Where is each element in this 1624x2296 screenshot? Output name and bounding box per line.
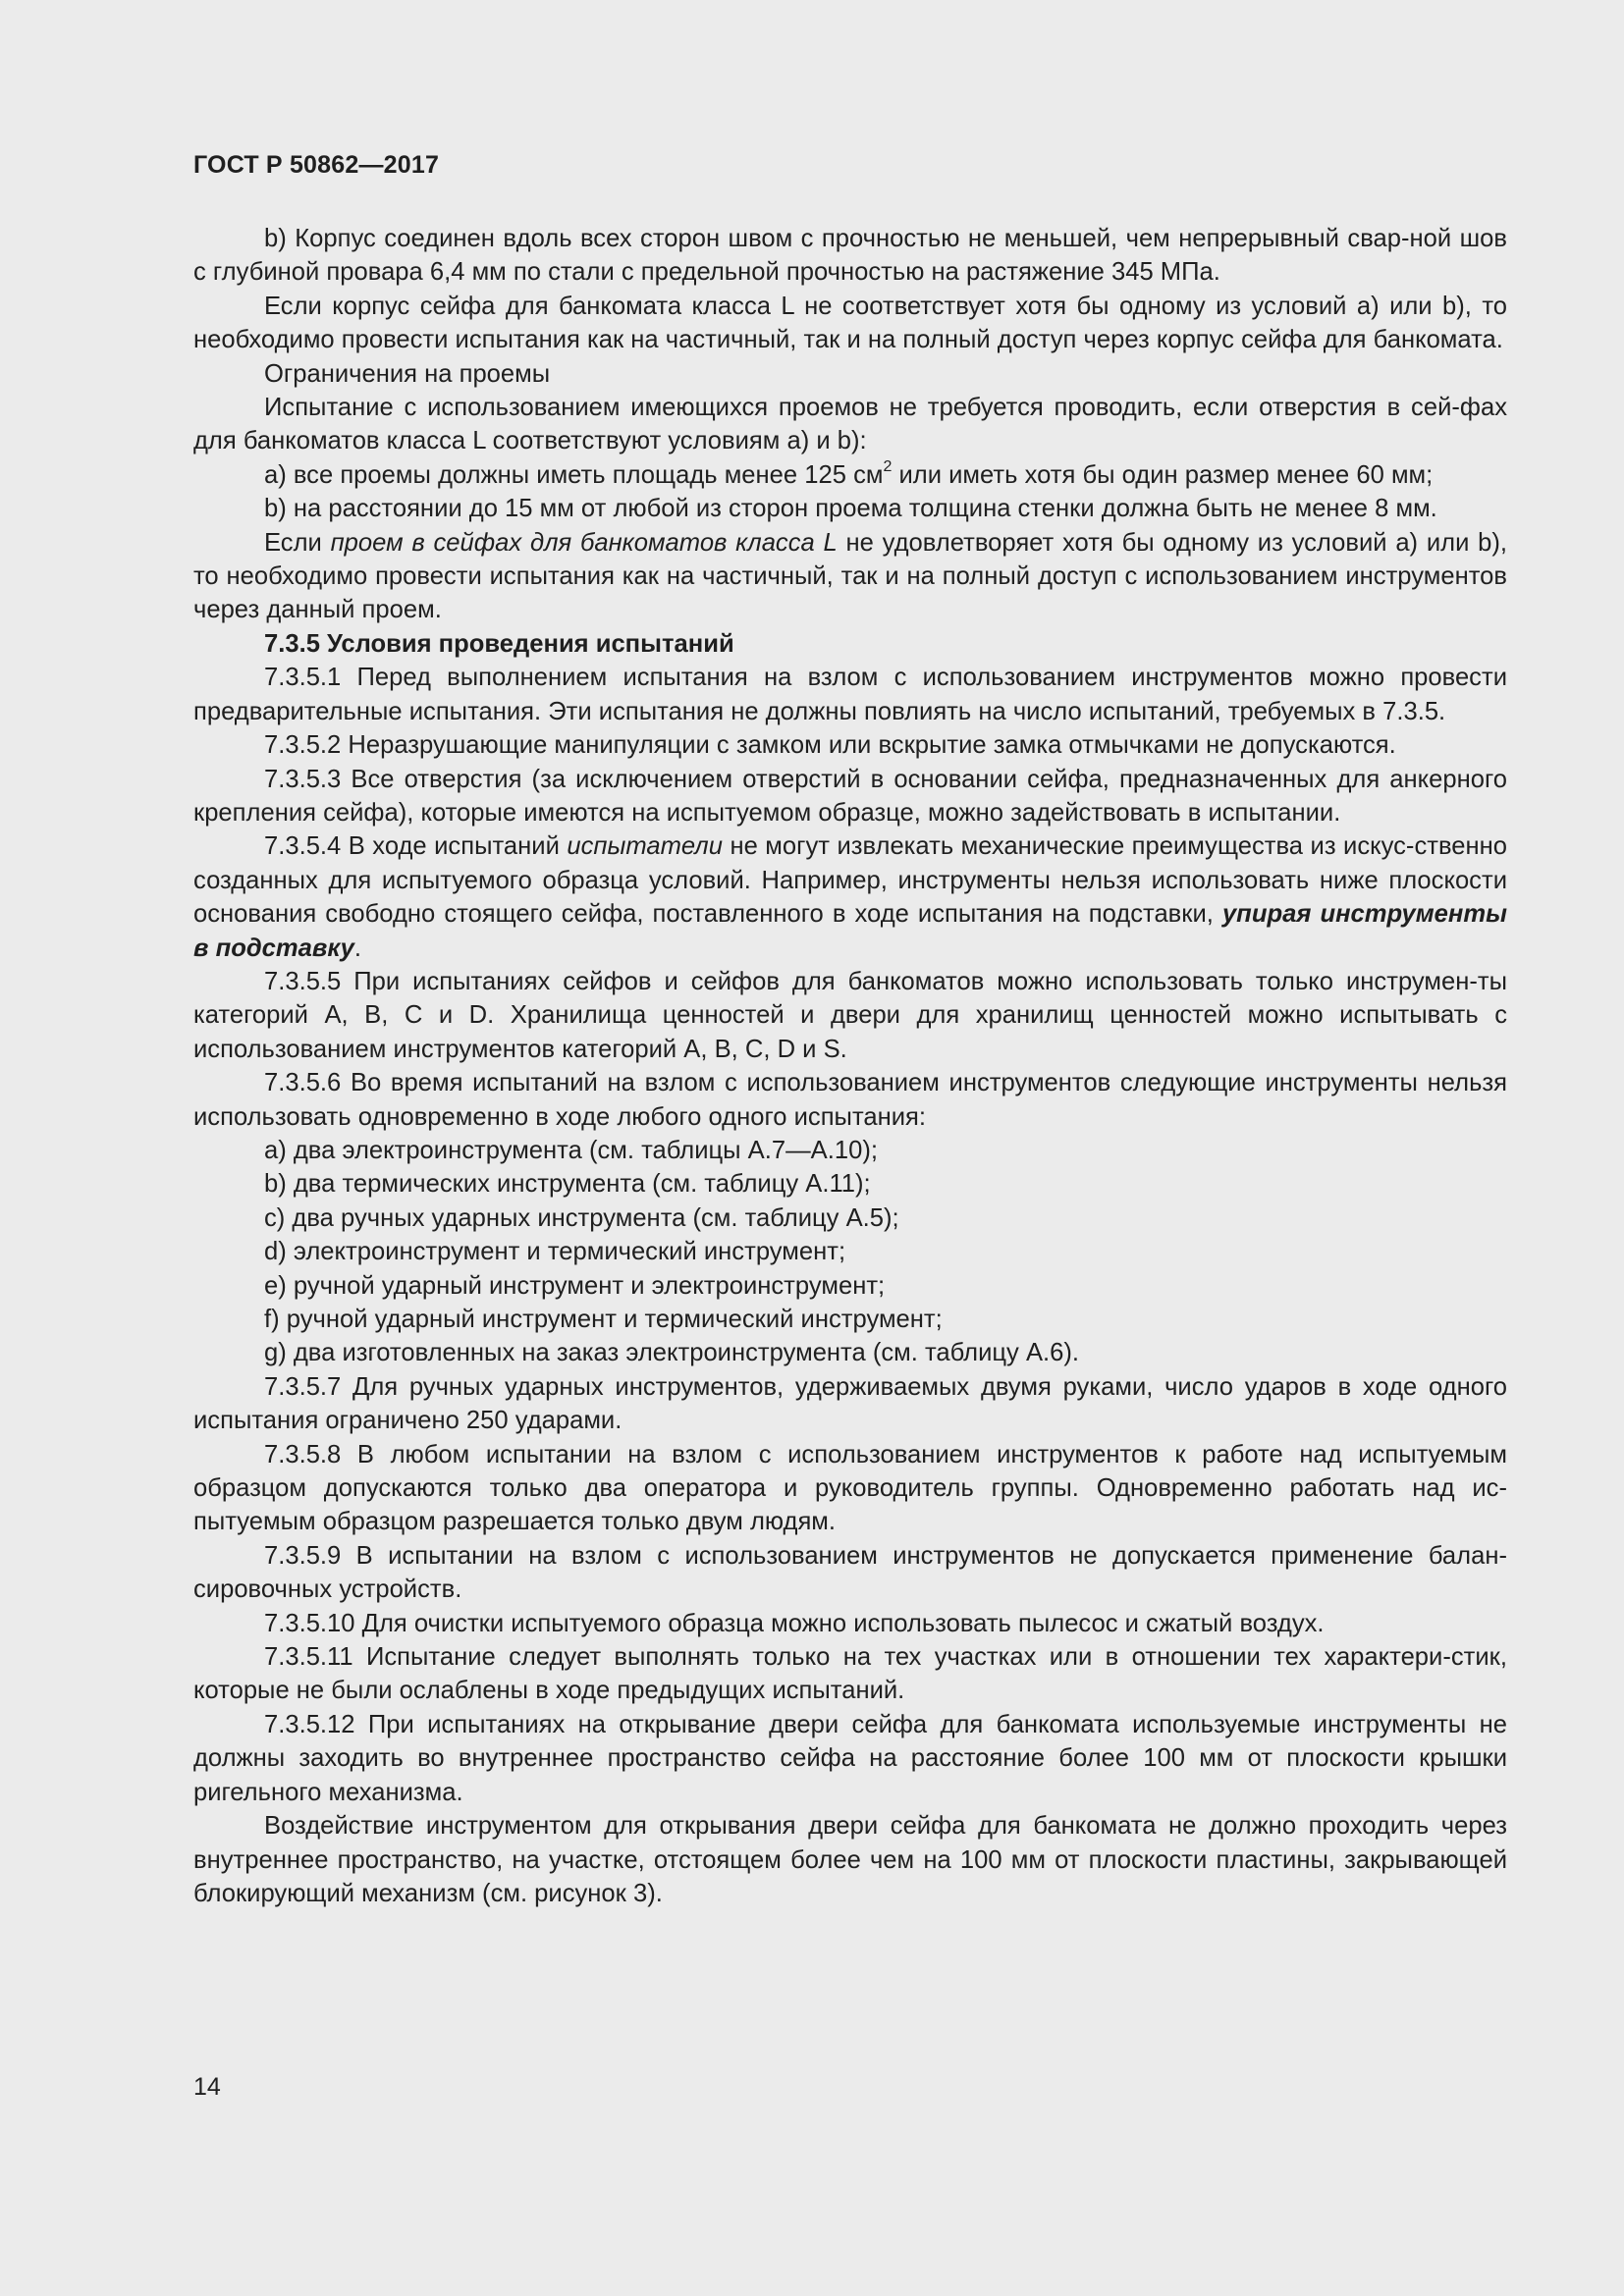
paragraph: 7.3.5.1 Перед выполнением испытания на взлом с использованием инструментов можно провести предварительные испытания. Эти испытания не должны повлиять на число испытаний, требуемых в 7.3.5. xyxy=(193,664,1507,725)
paragraph: Воздействие инструментом для открывания двери сейфа для банкомата не должно проходить через внутреннее пространство, на участке, отстоящем более чем на 100 мм от плоскости пластины, закрывающей блокирующий механизм (см. рисунок 3). xyxy=(193,1812,1507,1907)
text-run: . xyxy=(353,934,361,962)
list-item: g) два изготовленных на заказ электроинструмента (см. таблицу А.6). xyxy=(264,1339,1079,1367)
list-item: b) два термических инструмента (см. таблицу А.11); xyxy=(264,1170,871,1199)
paragraph: 7.3.5.6 Во время испытаний на взлом с использованием инструментов следующие инструменты нельзя использовать одновременно в ходе любого одного испытания: xyxy=(193,1069,1507,1131)
superscript: 2 xyxy=(883,458,893,476)
italic-term: испытатели xyxy=(567,832,723,861)
paragraph: 7.3.5.2 Неразрушающие манипуляции с замком или вскрытие замка отмычками не допускаются. xyxy=(264,731,1396,760)
paragraph xyxy=(193,458,1507,492)
paragraph: Испытание с использованием имеющихся проемов не требуется проводить, если отверстия в сей-фах для банкоматов класса L соответствуют условиям а) и b): xyxy=(193,394,1507,455)
text-run: Если xyxy=(264,528,331,557)
paragraph: 7.3.5.9 В испытании на взлом с использованием инструментов не допускается применение балан-сировочных устройств. xyxy=(193,1541,1507,1604)
list-item: e) ручной ударный инструмент и электроинструмент; xyxy=(264,1271,886,1300)
list-item: a) два электроинструмента (см. таблицы А.7—А.10); xyxy=(264,1136,878,1164)
text-run: не могут извлекать механические преимущества из искус-ственно созданных для испытуемого образца условий. Например, инструменты нельзя использовать ниже плоскости основания свободно стоящего сейфа, поставленного в ходе испытания на подставки, xyxy=(193,832,1508,929)
document-body xyxy=(193,222,1507,1910)
list-item: d) электроинструмент и термический инструмент; xyxy=(264,1238,846,1266)
section-heading: 7.3.5 Условия проведения испытаний xyxy=(264,629,734,658)
bold-italic-term: упирая инструменты в подставку xyxy=(193,900,1507,962)
paragraph: Если корпус сейфа для банкомата класса L не соответствует хотя бы одному из условий а) или b), то необходимо провести испытания как на частичный, так и на полный доступ через корпус сейфа для банкомата. xyxy=(193,292,1507,354)
paragraph: 7.3.5.8 В любом испытании на взлом с использованием инструментов к работе над испытуемым образцом допускаются только два оператора и руководитель группы. Одновременно работать над ис-пытуемым образцом разрешается только двум людям. xyxy=(193,1440,1507,1536)
paragraph: 7.3.5.12 При испытаниях на открывание двери сейфа для банкомата используемые инструменты не должны заходить во внутреннее пространство сейфа на расстояние более 100 мм от плоскости крышки ригельного механизма. xyxy=(193,1710,1507,1806)
paragraph: 7.3.5.11 Испытание следует выполнять только на тех участках или в отношении тех характери-стик, которые не были ослаблены в ходе предыдущих испытаний. xyxy=(193,1643,1507,1705)
paragraph: b) Корпус соединен вдоль всех сторон швом с прочностью не меньшей, чем непрерывный свар-ной шов с глубиной провара 6,4 мм по стали с предельной прочностью на растяжение 345 МПа. xyxy=(193,225,1507,287)
paragraph: Ограничения на проемы xyxy=(264,359,551,388)
text-run: или иметь хотя бы один размер менее 60 мм; xyxy=(892,460,1434,489)
list-item: c) два ручных ударных инструмента (см. таблицу А.5); xyxy=(264,1203,899,1232)
text-run: не удовлетворяет хотя бы одному из условий a) или b), то необходимо провести испытания как на частичный, так и на полный доступ с использованием инструментов через данный проем. xyxy=(193,528,1507,624)
paragraph: 7.3.5.5 При испытаниях сейфов и сейфов для банкоматов можно использовать только инструмен-ты категорий A, B, C и D. Хранилища ценностей и двери для хранилищ ценностей можно испытывать с использованием инструментов категорий A, B, C, D и S. xyxy=(193,967,1507,1063)
list-item: f) ручной ударный инструмент и термический инструмент; xyxy=(264,1306,943,1333)
text-run: a) все проемы должны иметь площадь менее 125 см xyxy=(264,460,884,489)
document-header: ГОСТ Р 50862—2017 xyxy=(193,151,440,179)
paragraph xyxy=(193,829,1507,965)
italic-term: проем в сейфах для банкоматов класса L xyxy=(330,528,838,557)
page-number: 14 xyxy=(193,2073,221,2101)
paragraph: 7.3.5.7 Для ручных ударных инструментов, удерживаемых двумя руками, число ударов в ходе одного испытания ограничено 250 ударами. xyxy=(193,1372,1507,1435)
paragraph: 7.3.5.10 Для очистки испытуемого образца можно использовать пылесос и сжатый воздух. xyxy=(264,1609,1325,1637)
text-run: 7.3.5.4 В ходе испытаний xyxy=(264,832,568,861)
paragraph xyxy=(193,526,1507,627)
paragraph: 7.3.5.3 Все отверстия (за исключением отверстий в основании сейфа, предназначенных для анкерного крепления сейфа), которые имеются на испытуемом образце, можно задействовать в испытании. xyxy=(193,765,1507,827)
paragraph: b) на расстоянии до 15 мм от любой из сторон проема толщина стенки должна быть не менее 8 мм. xyxy=(264,495,1437,523)
